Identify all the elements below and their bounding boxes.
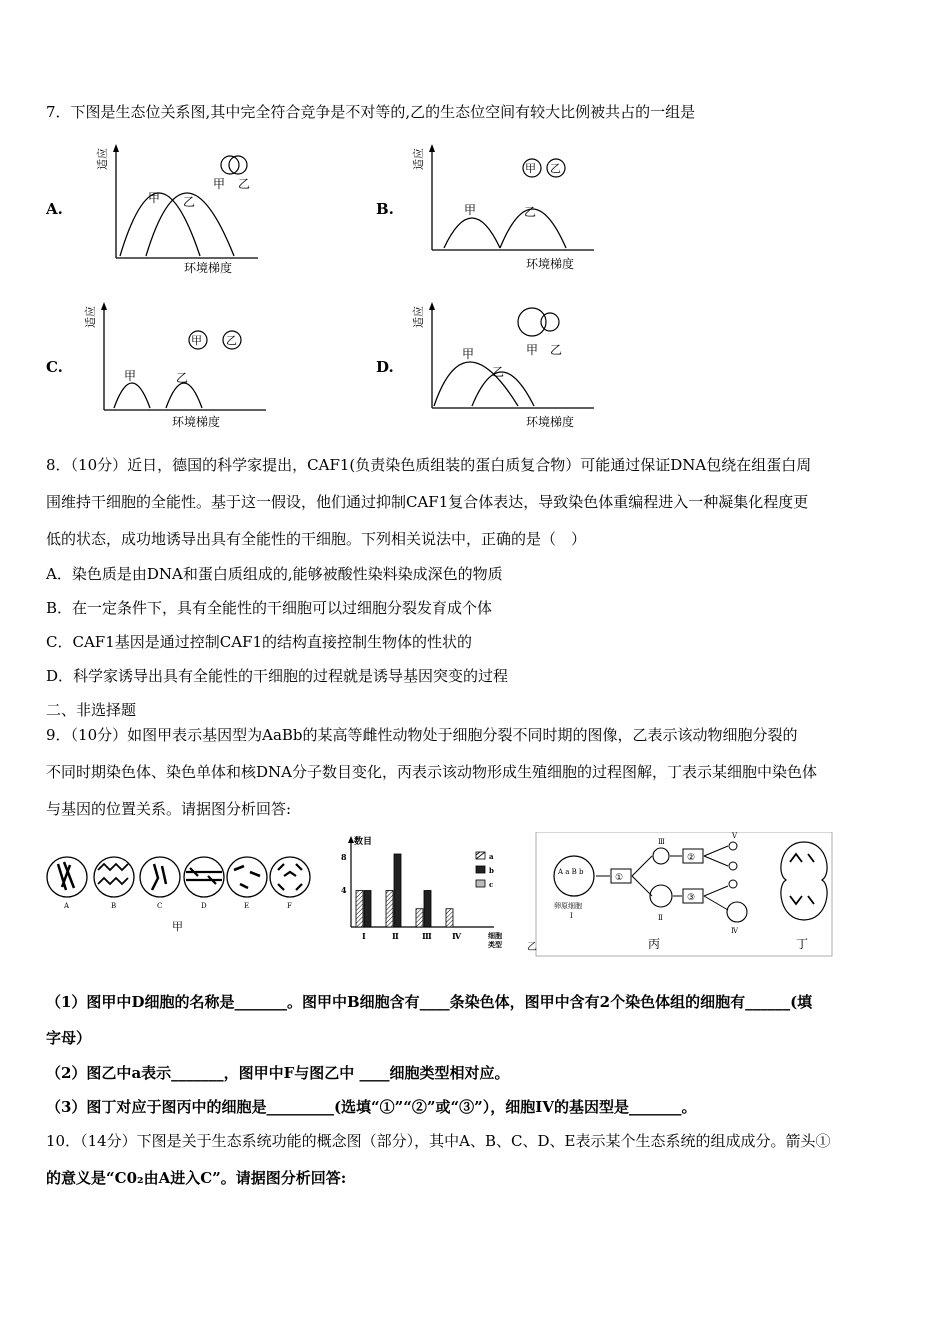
fig-yi-chart [341, 835, 502, 949]
q7-graph-c [76, 298, 276, 442]
bar-b-1 [364, 891, 371, 928]
x-axis-label: 环境梯度 [172, 415, 221, 429]
q8-option-c: C．CAF1基因是通过控制CAF1的结构直接控制生物体的性状的 [46, 633, 473, 651]
q9-sub1-line-2: 字母） [46, 1029, 92, 1047]
section-heading: 二、非选择题 [46, 701, 137, 719]
y-axis-label: 适应 [412, 306, 425, 328]
x-axis-label: 环境梯度 [526, 415, 575, 429]
yi-category-1: Ⅰ [362, 931, 366, 941]
cell-d-label: D [201, 902, 207, 910]
venn-b-label: 乙 [226, 334, 237, 347]
q7-graph-a [88, 140, 268, 284]
cell-e-label: E [244, 902, 250, 910]
q9-stem-line-1: 9．（10分）如图甲表示基因型为AaBb的某高等雌性动物处于细胞分裂不同时期的图像，乙表示该动物细胞分裂的 [46, 726, 798, 744]
q7-option-b-label: B. [376, 200, 394, 218]
q9-stem-line-2: 不同时期染色体、染色单体和核DNA分子数目变化，丙表示该动物形成生殖细胞的过程图解，丁表示某细胞中染色体 [46, 763, 817, 781]
venn-a-label: 甲 [526, 343, 539, 357]
numeral-2: Ⅱ [658, 914, 663, 922]
fig-jia-caption: 甲 [172, 920, 183, 933]
numeral-4: Ⅳ [731, 927, 738, 935]
q7-graph-b [404, 140, 604, 284]
q8-option-a: A．染色质是由DNA和蛋白质组成的,能够被酸性染料染成深色的物质 [46, 565, 503, 583]
bar-b-3 [424, 891, 431, 928]
yi-legend [476, 852, 494, 889]
step-3: ③ [687, 893, 696, 903]
bing-genes: A a B b [558, 868, 584, 876]
q10-stem-line-2: 的意义是“C0₂由A进入C”。请据图分析回答: [46, 1169, 347, 1187]
step-1: ① [615, 873, 624, 883]
legend-c: c [489, 880, 494, 889]
y-axis-label: 适应 [96, 148, 109, 170]
cell-c [140, 857, 180, 910]
bar-b-2 [394, 854, 401, 927]
step-2: ② [687, 853, 696, 863]
yi-tick-8: 8 [341, 852, 347, 862]
q8-stem-line-3: 低的状态，成功地诱导出具有全能性的干细胞。下列相关说法中，正确的是（ ） [46, 530, 587, 548]
cell-f [270, 857, 310, 910]
species-b-label: 乙 [183, 195, 196, 209]
x-axis-label: 环境梯度 [184, 261, 233, 275]
cell-d [184, 857, 224, 910]
q9-sub1-line-1: （1）图甲中D细胞的名称是_______。图甲中B细胞含有____条染色体，图甲中含有2个染色体组的细胞有______(填 [46, 993, 813, 1011]
cell-a [47, 857, 87, 910]
fig-yi-caption: 乙 [527, 942, 537, 953]
q10-stem-line-1: 10．（14分）下图是关于生态系统功能的概念图（部分），其中A、B、C、D、E表示某个生态系统的组成成分。箭头① [46, 1132, 831, 1150]
numeral-5: Ⅴ [732, 832, 738, 840]
yi-x-label-1: 细胞 [488, 931, 502, 940]
cell-b [94, 857, 134, 910]
yi-tick-4: 4 [341, 885, 347, 895]
bar-a-3 [416, 909, 423, 927]
q7-option-a-label: A. [46, 200, 63, 218]
q9-sub2: （2）图乙中a表示_______，图甲中F与图乙中 ____细胞类型相对应。 [46, 1064, 510, 1082]
x-axis-label: 环境梯度 [526, 257, 575, 271]
bing-origin-numeral: Ⅰ [570, 912, 573, 920]
q7-graph-d [404, 298, 604, 442]
q8-stem-line-2: 围维持干细胞的全能性。基于这一假设，他们通过抑制CAF1复合体表达，导致染色体重编程进入一种凝集化程度更 [46, 493, 809, 511]
species-b-label: 乙 [524, 205, 537, 219]
y-axis-label: 适应 [84, 306, 97, 328]
bar-a-2 [386, 891, 393, 928]
q9-figures [44, 832, 834, 957]
q8-option-d: D．科学家诱导出具有全能性的干细胞的过程就是诱导基因突变的过程 [46, 667, 509, 685]
q7-option-d-label: D. [376, 358, 394, 376]
numeral-3: Ⅲ [658, 838, 665, 846]
species-a-label: 甲 [462, 347, 475, 361]
fig-ding [781, 842, 827, 951]
cell-a-label: A [64, 902, 70, 910]
q7-stem: 7．下图是生态位关系图,其中完全符合竞争是不对等的,乙的生态位空间有较大比例被共占的一组是 [46, 103, 696, 121]
fig-ding-caption: 丁 [796, 937, 809, 951]
venn-b-label: 乙 [550, 162, 561, 175]
yi-category-3: Ⅲ [422, 931, 432, 941]
cell-b-label: B [111, 902, 117, 910]
yi-category-2: Ⅱ [392, 931, 399, 941]
cell-f-label: F [287, 902, 292, 910]
bar-a-1 [356, 891, 363, 928]
q8-option-b: B．在一定条件下，具有全能性的干细胞可以过细胞分裂发育成个体 [46, 599, 493, 617]
venn-a-label: 甲 [213, 177, 226, 191]
fig-bing [554, 832, 747, 951]
species-a-label: 甲 [148, 191, 161, 205]
bar-a-4 [446, 909, 453, 927]
q7-option-c-label: C. [46, 358, 63, 376]
yi-x-label-2: 类型 [488, 940, 502, 949]
species-b-label: 乙 [176, 371, 189, 385]
fig-bing-caption: 丙 [648, 937, 661, 951]
species-b-label: 乙 [492, 365, 505, 379]
y-axis-label: 适应 [412, 148, 425, 170]
yi-y-label: 数目 [354, 837, 373, 847]
cell-c-label: C [157, 902, 163, 910]
species-a-label: 甲 [124, 369, 137, 383]
yi-category-4: Ⅳ [452, 931, 462, 941]
q9-stem-line-3: 与基因的位置关系。请据图分析回答: [46, 800, 292, 818]
q9-sub3: （3）图丁对应于图丙中的细胞是_________(选填“①”“②”或“③”），细胞IV的基因型是_______。 [46, 1098, 697, 1116]
venn-a-label: 甲 [191, 334, 202, 347]
bing-origin-label: 卵原细胞 [554, 902, 582, 910]
venn-b-label: 乙 [238, 177, 251, 191]
venn-b-label: 乙 [550, 343, 563, 357]
legend-a: a [489, 852, 494, 861]
q8-stem-line-1: 8．（10分）近日，德国的科学家提出，CAF1(负责染色质组装的蛋白质复合物）可能通过保证DNA包绕在组蛋白周 [46, 456, 812, 474]
legend-b: b [489, 866, 494, 875]
fig-jia [47, 857, 310, 933]
species-a-label: 甲 [464, 203, 477, 217]
cell-e [227, 857, 267, 910]
venn-a-label: 甲 [525, 162, 536, 175]
